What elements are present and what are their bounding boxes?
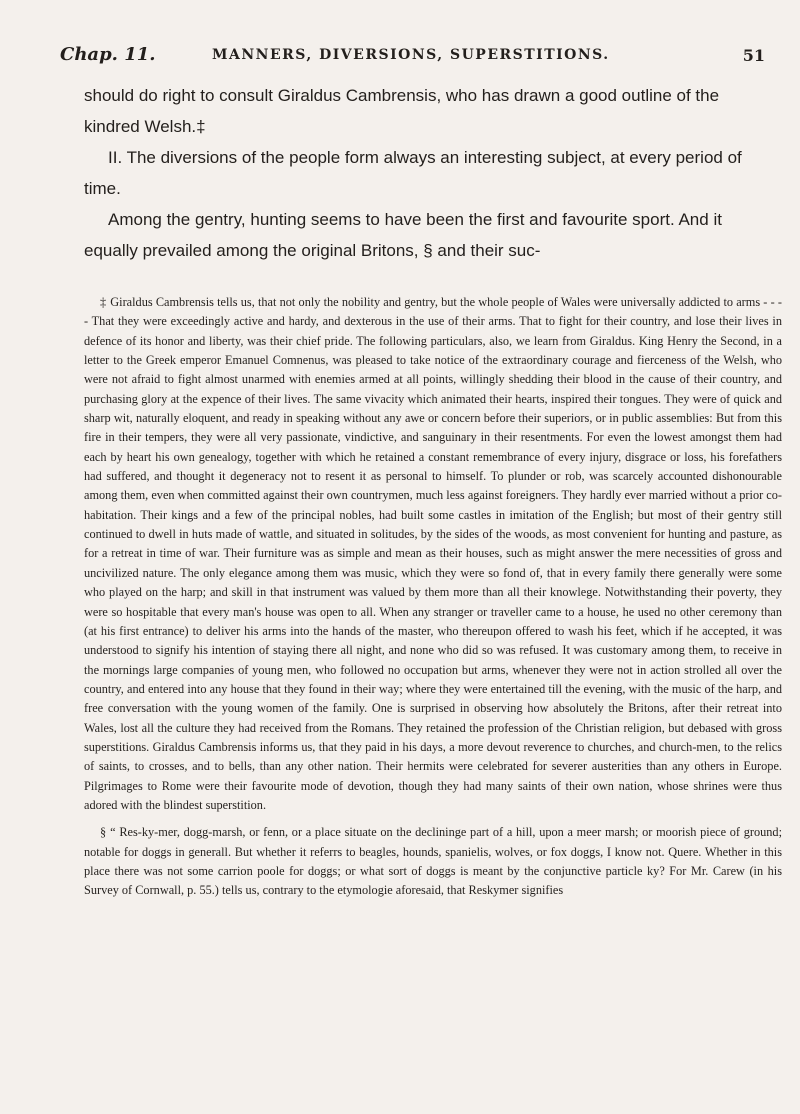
paragraph-hunting: Among the gentry, hunting seems to have been the first and favourite sport. And it equally prevailed among the original Britons, § and their suc- bbox=[84, 210, 722, 260]
footnote-giraldus bbox=[84, 293, 782, 815]
footnote-reskymer bbox=[84, 823, 782, 900]
footnote-mark: § bbox=[100, 825, 107, 840]
main-text bbox=[84, 80, 778, 266]
chapter-label: Chap. 11. bbox=[60, 44, 156, 65]
paragraph-diversions: II. The diversions of the people form always an interesting subject, at every period of time. bbox=[84, 148, 742, 198]
running-head bbox=[60, 44, 765, 70]
footnotes bbox=[84, 293, 782, 901]
footnote-text: Giraldus Cambrensis tells us, that not only the nobility and gentry, but the whole people of Wales were universally addicted to arms - - - - That they were exceedingly active and hardy, and dexterous in the use of their arms. That to fight for their country, and lose their lives in defence of its honor and liberty, was their chief pride. The following particulars, also, we learn from Giraldus. King Henry the Second, in a letter to the Greek emperor Emanuel Comnenus, was pleased to take notice of the extraordinary courage and fierceness of the Welsh, who were not afraid to fight almost unarmed with enemies armed at all points, willingly shedding their blood in the cause of their country, and purchasing glory at the expence of their lives. The same vivacity which animated their hearts, inspired their tongues. They were of quick and sharp wit, naturally eloquent, and ready in speaking without any awe or concern before their superiors, or in public assemblies: But from this fire in their tempers, they were all very passionate, vindictive, and sanguinary in their resentments. For even the lowest amongst them had each by heart his own genealogy, together with which he retained a constant remembrance of every injury, disgrace or loss, his forefathers had suffered, and thought it degeneracy not to resent it as personal to himself. To plunder or rob, was scarcely accounted dishonourable among them, even when committed against their own countrymen, much less against foreigners. They hardly ever married without a prior co-habitation. Their kings and a few of the principal nobles, had built some castles in imitation of the English; but most of their gentry still continued to dwell in huts made of wattle, and situated in solitudes, by the sides of the woods, as most convenient for hunting and pasture, as for a retreat in time of war. Their furniture was as simple and mean as their houses, such as might answer the mere necessities of gross and uncivilized nature. The only elegance among them was music, which they were so fond of, that in every family there generally were some who played on the harp; and skill in that instrument was valued by them more than all their knowlege. Notwithstanding their poverty, they were so hospitable that every man's house was open to all. When any stranger or traveller came to a house, he used no other ceremony than (at his first entrance) to deliver his arms into the hands of the master, who thereupon offered to wash his feet, which if he accepted, it was understood to signify his intention of staying there all night, and none who did so was refused. It was customary among them, to receive in the mornings large companies of young men, who followed no occupation but arms, whenever they were not in action strolled all over the country, and entered into any house that they found in their way; where they were entertained till the evening, with the music of the harp, and free conversation with the young women of the family. One is surprised in observing how absolutely the Britons, after their retreat into Wales, lost all the culture they had received from the Romans. They retained the profession of the Christian religion, but debased with gross superstitions. Giraldus Cambrensis informs us, that they paid in his days, a more devout reverence to churches, and church-men, to the relics of saints, to crosses, and to bells, than any other nation. Their hermits were celebrated for severer austerities than any others in Europe. Pilgrimages to Rome were their favourite mode of devotion, though they had many saints of their own nation, whose shrines were thus adored with the blindest superstition. bbox=[84, 295, 782, 812]
paragraph-continuation: should do right to consult Giraldus Cambrensis, who has drawn a good outline of the kindred Welsh.‡ bbox=[84, 86, 720, 136]
running-title: MANNERS, DIVERSIONS, SUPERSTITIONS. bbox=[212, 47, 610, 63]
footnote-text: “ Res-ky-mer, dogg-marsh, or fenn, or a place situate on the declininge part of a hill, upon a meer marsh; or moorish piece of ground; notable for doggs in generall. But whether it referrs to beagles, hounds, spanielis, wolves, or fox doggs, I know not. Quere. Whether in this place there was not some carrion poole for doggs; or what sort of doggs is meant by the conjunctive particle ky? For Mr. Carew (in his Survey of Cornwall, p. 55.) tells us, contrary to the etymologie aforesaid, that Reskymer signifies bbox=[84, 825, 782, 898]
page-number: 51 bbox=[742, 46, 765, 65]
footnote-mark: ‡ bbox=[100, 295, 107, 309]
